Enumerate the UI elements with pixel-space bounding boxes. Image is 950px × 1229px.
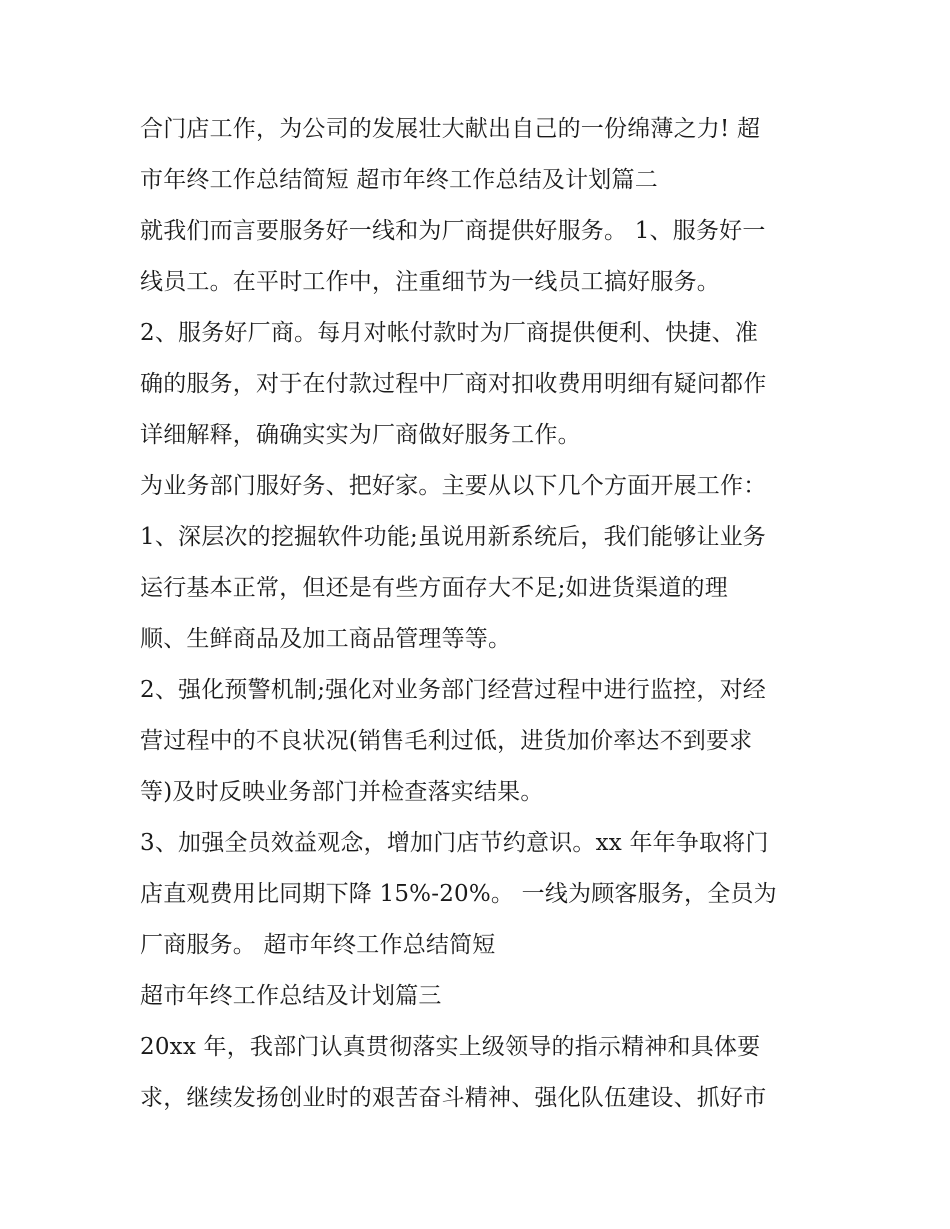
text-line: 2、强化预警机制;强化对业务部门经营过程中进行监控，对经	[140, 677, 766, 703]
text-line: 求，继续发扬创业时的艰苦奋斗精神、强化队伍建设、抓好市	[140, 1085, 767, 1111]
text-line: 3、加强全员效益观念，增加门店节约意识。xx 年年争取将门	[140, 830, 769, 856]
text-line: 确的服务，对于在付款过程中厂商对扣收费用明细有疑问都作	[140, 371, 767, 397]
text-line: 营过程中的不良状况(销售毛利过低，进货加价率达不到要求	[140, 728, 753, 754]
text-line: 运行基本正常，但还是有些方面存大不足;如进货渠道的理	[140, 575, 728, 601]
text-line: 合门店工作，为公司的发展壮大献出自己的一份绵薄之力! 超	[140, 116, 761, 142]
text-line: 厂商服务。 超市年终工作总结简短	[140, 932, 496, 958]
text-line: 20xx 年，我部门认真贯彻落实上级领导的指示精神和具体要	[140, 1034, 761, 1060]
text-line: 市年终工作总结简短 超市年终工作总结及计划篇二	[140, 167, 658, 193]
text-line: 2、服务好厂商。每月对帐付款时为厂商提供便利、快捷、准	[140, 320, 759, 346]
text-line: 顺、生鲜商品及加工商品管理等等。	[140, 626, 512, 652]
text-line: 就我们而言要服务好一线和为厂商提供好服务。 1、服务好一	[140, 218, 766, 244]
document-body	[140, 104, 820, 1124]
text-line: 1、深层次的挖掘软件功能;虽说用新系统后，我们能够让业务	[140, 524, 766, 550]
text-line: 为业务部门服好务、把好家。主要从以下几个方面开展工作：	[140, 473, 767, 499]
text-line: 详细解释，确确实实为厂商做好服务工作。	[140, 422, 581, 448]
text-line: 等)及时反映业务部门并检查落实结果。	[140, 779, 544, 805]
text-line: 线员工。在平时工作中，注重细节为一线员工搞好服务。	[140, 269, 720, 295]
text-line: 店直观费用比同期下降 15%-20%。 一线为顾客服务，全员为	[140, 881, 777, 907]
text-line: 超市年终工作总结及计划篇三	[140, 983, 442, 1009]
